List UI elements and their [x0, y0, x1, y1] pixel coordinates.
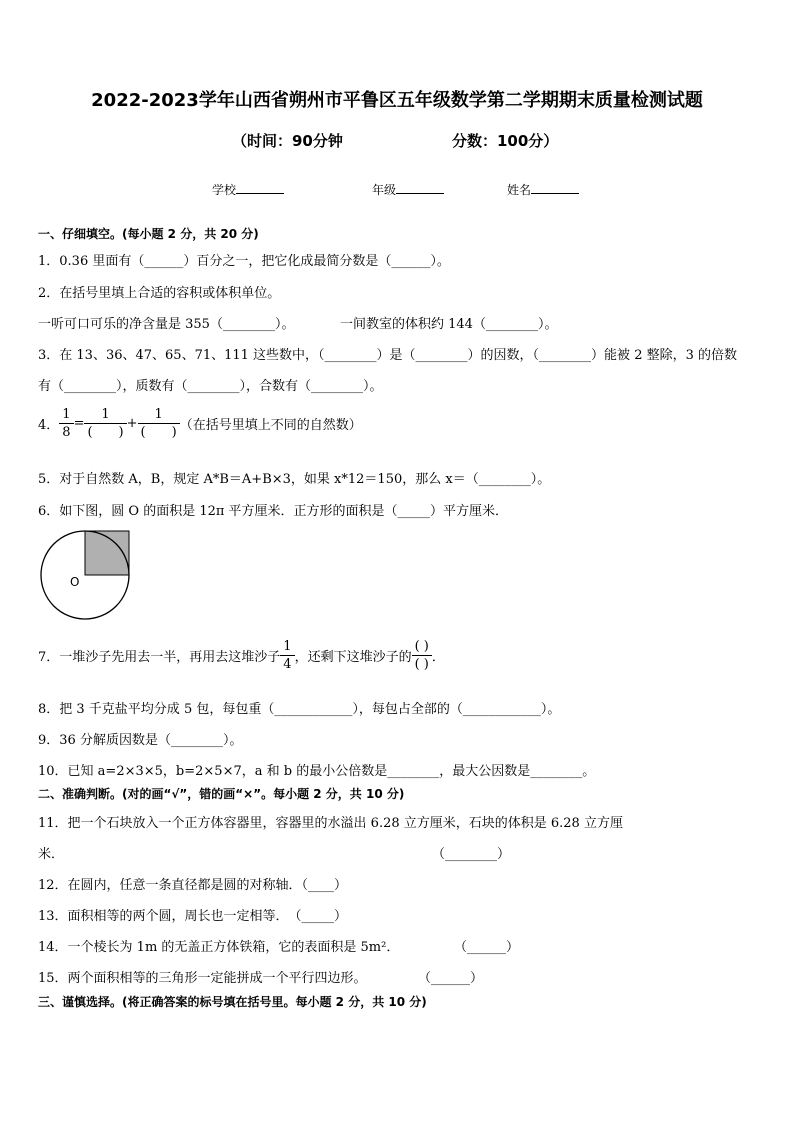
exam-time: （时间：90分钟: [232, 132, 343, 150]
exam-score: 分数：100分）: [452, 132, 559, 150]
school-label: 学校: [212, 183, 237, 197]
q4-fraction-1: $\frac{1}{8}$: [59, 406, 73, 441]
q4-fraction-2[interactable]: $\frac{1}{( )}$: [84, 406, 126, 441]
question-12: 12．在圆内，任意一条直径都是圆的对称轴．（____）: [38, 878, 348, 893]
page-title: 2022-2023学年山西省朔州市平鲁区五年级数学第二学期期末质量检测试题: [91, 90, 703, 111]
question-4: [38, 406, 362, 441]
q4-equals: =: [73, 416, 85, 431]
q7-answer-fraction[interactable]: $\frac{( )}{( )}$: [412, 638, 432, 673]
school-field[interactable]: [212, 181, 284, 198]
section-1-heading: 一、仔细填空。(每小题 2 分，共 20 分): [38, 227, 259, 241]
name-label: 姓名: [507, 183, 532, 197]
q4-label: 4．: [38, 418, 60, 433]
q7-text-3: ．: [431, 650, 445, 665]
question-7: [38, 638, 445, 673]
school-blank[interactable]: [236, 181, 284, 194]
question-15-blank[interactable]: （______）: [418, 971, 484, 986]
grade-blank[interactable]: [396, 181, 444, 194]
q4-note: （在括号里填上不同的自然数）: [179, 418, 362, 433]
question-8: 8．把 3 千克盐平均分成 5 包，每包重（____________），每包占全部的（____________）。: [38, 702, 561, 717]
question-5: 5．对于自然数 A，B，规定 A*B＝A+B×3，如果 x*12＝150，那么 x＝（________）。: [38, 472, 551, 487]
name-field[interactable]: [507, 181, 579, 198]
question-14-blank[interactable]: （______）: [454, 940, 520, 955]
q4-plus: +: [126, 416, 138, 431]
question-2b: 一间教室的体积约 144（________）。: [340, 317, 558, 332]
q7-text-2: ，还剩下这堆沙子的: [294, 650, 412, 665]
question-3-line2: 有（________），质数有（________），合数有（________）。: [38, 379, 383, 394]
name-blank[interactable]: [531, 181, 579, 194]
q7-fraction: $\frac{1}{4}$: [280, 638, 294, 673]
question-2: 2．在括号里填上合适的容积或体积单位。: [38, 286, 281, 301]
question-3-line1: 3．在 13、36、47、65、71、111 这些数中，（________）是（________）的因数，（________）能被 2 整除，3 的倍数: [38, 348, 737, 363]
question-14: 14．一个棱长为 1m 的无盖正方体铁箱，它的表面积是 5m²．: [38, 940, 400, 955]
section-3-heading: 三、谨慎选择。(将正确答案的标号填在括号里。每小题 2 分，共 10 分): [38, 995, 427, 1009]
circle-square-figure: [36, 528, 136, 624]
question-9: 9．36 分解质因数是（________）。: [38, 733, 243, 748]
q7-text-1: 7．一堆沙子先用去一半，再用去这堆沙子: [38, 650, 281, 665]
question-2a: 一听可口可乐的净含量是 355（________）。: [38, 317, 295, 332]
question-13: 13．面积相等的两个圆，周长也一定相等． （_____）: [38, 909, 348, 924]
q4-fraction-3[interactable]: $\frac{1}{( )}$: [138, 406, 180, 441]
question-15: 15．两个面积相等的三角形一定能拼成一个平行四边形。: [38, 971, 367, 986]
question-11-line1: 11．把一个石块放入一个正方体容器里，容器里的水溢出 6.28 立方厘米，石块的体积是 6.28 立方厘: [38, 816, 623, 831]
grade-label: 年级: [372, 183, 397, 197]
question-11-line2: 米．: [38, 847, 65, 862]
question-11-blank[interactable]: （________）: [432, 847, 511, 862]
question-6: 6．如下图，圆 O 的面积是 12π 平方厘米．正方形的面积是（_____）平方厘米．: [38, 504, 509, 519]
question-1: 1．0.36 里面有（______）百分之一，把它化成最简分数是（______）。: [38, 254, 450, 269]
grade-field[interactable]: [372, 181, 444, 198]
center-label-o: O: [70, 575, 80, 589]
question-10: 10．已知 a=2×3×5，b=2×5×7，a 和 b 的最小公倍数是________，最大公因数是________。: [38, 764, 596, 779]
section-2-heading: 二、准确判断。(对的画“√”，错的画“×”。每小题 2 分，共 10 分): [38, 787, 405, 801]
